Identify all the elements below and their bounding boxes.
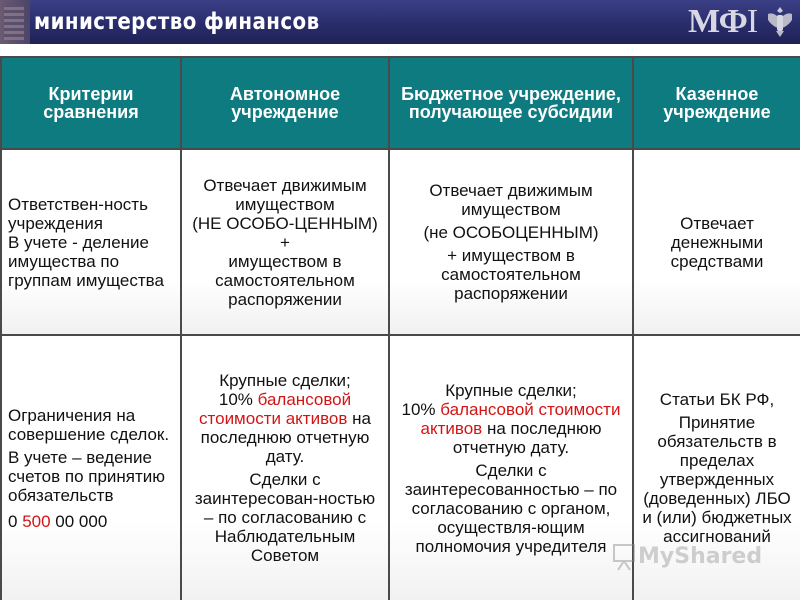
cell-budget-responsibility [389, 149, 633, 335]
budget-highlight: балансовой стоимости активов [420, 399, 621, 438]
autonomous-deals: Крупные сделки; [219, 371, 351, 390]
cell-criterion-responsibility [1, 149, 181, 335]
autonomous-line-2: (НЕ ОСОБО-ЦЕННЫМ) + [192, 213, 378, 252]
state-obligations: Принятие обязательств в пределах утвержденных (доведенных) ЛБО и (или) бюджетных ассигнований [642, 413, 792, 546]
building-photo-icon [0, 0, 30, 44]
budget-line-3: + имуществом в самостоятельном распоряжении [441, 246, 581, 303]
criterion-accounting-note: В учете - деление имущества по группам имущества [8, 232, 164, 290]
budget-line-2: (не ОСОБОЦЕННЫМ) [423, 223, 599, 242]
ministry-title: министерство финансов [34, 9, 320, 35]
eagle-emblem-icon [764, 4, 796, 40]
cell-autonomous-responsibility [181, 149, 389, 335]
autonomous-highlight: балансовой стоимости активов [199, 390, 352, 428]
column-header-autonomous: Автономное учреждение [181, 57, 389, 149]
table-header-row [1, 57, 800, 149]
budget-deals: Крупные сделки; [445, 380, 577, 400]
criterion-accounting-note: В учете – ведение счетов по принятию обязательств [8, 447, 166, 505]
state-budget-code: Статьи БК РФ, [659, 390, 775, 409]
table-row-responsibility [1, 149, 800, 335]
budget-threshold: 10% балансовой стоимости активов на последнюю отчетную дату. [401, 399, 621, 457]
autonomous-line-3: имуществом в самостоятельном распоряжении [215, 251, 355, 309]
column-header-criteria: Критерии сравнения [1, 57, 181, 149]
criterion-text: Ответствен-ность учреждения [8, 194, 148, 233]
criterion-amount: 0 500 00 000 [8, 511, 108, 531]
cell-criterion-restrictions [1, 335, 181, 600]
cell-state-responsibility [633, 149, 800, 335]
column-header-state: Казенное учреждение [633, 57, 800, 149]
column-header-budget: Бюджетное учреждение, получающее субсидии [389, 57, 633, 149]
budget-interested-deals: Сделки с заинтересованностью – по согласованию с органом, осуществля-ющим полномочия учредителя [404, 460, 618, 556]
state-line-1: Отвечает денежными средствами [670, 213, 764, 271]
cell-budget-restrictions [389, 335, 633, 600]
autonomous-interested-deals: Сделки с заинтересован-ностью – по согласованию с Наблюдательным Советом [194, 470, 376, 565]
cell-autonomous-restrictions [181, 335, 389, 600]
criterion-text: Ограничения на совершение сделок. [8, 405, 170, 444]
watermark-text: MyShared [638, 544, 763, 569]
mf-logo: МФI [688, 3, 758, 40]
header-gap [0, 44, 800, 56]
autonomous-threshold: 10% балансовой стоимости активов на последнюю отчетную дату. [199, 390, 371, 466]
autonomous-line-1: Отвечает движимым имуществом [203, 175, 367, 214]
cell-state-restrictions [633, 335, 800, 600]
header-bar [0, 0, 800, 44]
logo-text: МФ [688, 3, 747, 40]
comparison-table [0, 56, 800, 600]
table-row-restrictions [1, 335, 800, 600]
amount-highlight: 500 [22, 511, 51, 531]
budget-line-1: Отвечает движимым имуществом [429, 181, 593, 219]
